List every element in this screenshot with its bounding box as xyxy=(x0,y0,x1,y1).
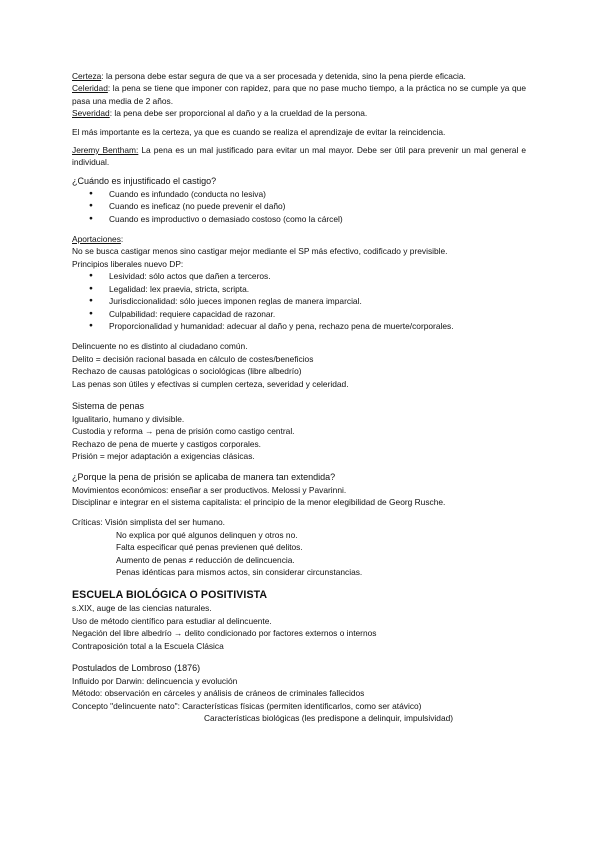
lombroso-line: Método: observación en cárceles y análisis de cráneos de criminales fallecidos xyxy=(72,688,365,699)
definition-text: : la pena debe ser proporcional al daño y a la crueldad de la persona. xyxy=(109,108,368,119)
sistema-line: Igualitario, humano y divisible. xyxy=(72,413,185,424)
prision-question: ¿Porque la pena de prisión se aplicaba de manera tan extendida? xyxy=(72,471,336,482)
principios-list xyxy=(72,270,526,332)
definition-text: : la pena se tiene que imponer con rapidez, para que no pase mucho tiempo, a la práctica no se cumple ya que pasa una media de 2 años. xyxy=(72,83,526,106)
critica-item: Aumento de penas ≠ reducción de delincuencia. xyxy=(116,554,295,565)
bentham-text: La pena es un mal justificado para evitar un mal mayor. Debe ser útil para prevenir un mal general e individual. xyxy=(72,145,526,168)
sistema-line: Prisión = mejor adaptación a exigencias clásicas. xyxy=(72,451,255,462)
certeza-note: El más importante es la certeza, ya que es cuando se realiza el aprendizaje de evitar la reincidencia. xyxy=(72,126,446,137)
critica-item: Falta especificar qué penas previenen qué delitos. xyxy=(116,542,303,553)
prision-line: Movimientos económicos: enseñar a ser productivos. Melossi y Pavarinni. xyxy=(72,484,347,495)
list-item: ● Culpabilidad: requiere capacidad de razonar. xyxy=(72,308,526,320)
list-item: ● Cuando es infundado (conducta no lesiva) xyxy=(72,188,526,200)
sistema-title: Sistema de penas xyxy=(72,400,145,411)
delincuente-line: Delito = decisión racional basada en cálculo de costes/beneficios xyxy=(72,353,314,364)
lombroso-title: Postulados de Lombroso (1876) xyxy=(72,663,201,674)
definition-celeridad xyxy=(72,82,526,107)
lombroso-line: Influido por Darwin: delincuencia y evolución xyxy=(72,676,238,687)
criticas-first: Críticas: Visión simplista del ser humano. xyxy=(72,517,225,528)
definition-text: : la persona debe estar segura de que va a ser procesada y detenida, sino la pena pierde eficacia. xyxy=(101,71,466,81)
list-item: ● Jurisdiccionalidad: sólo jueces imponen reglas de manera imparcial. xyxy=(72,295,526,307)
aportaciones-colon: : xyxy=(120,234,124,245)
sistema-line: Custodia y reforma → pena de prisión como castigo central. xyxy=(72,426,295,437)
delincuente-line: Delincuente no es distinto al ciudadano común. xyxy=(72,341,248,352)
aportaciones-line: Principios liberales nuevo DP: xyxy=(72,258,184,269)
lombroso-continuation: Características biológicas (les predispone a delinquir, impulsividad) xyxy=(204,713,454,724)
escuela-line: Contraposición total a la Escuela Clásica xyxy=(72,640,224,651)
aportaciones-line: No se busca castigar menos sino castigar mejor mediante el SP más efectivo, codificado y previsible. xyxy=(72,246,448,257)
unjustified-question: ¿Cuándo es injustificado el castigo? xyxy=(72,175,217,186)
delincuente-line: Las penas son útiles y efectivas si cumplen certeza, severidad y celeridad. xyxy=(72,378,349,389)
definition-severidad xyxy=(72,107,526,119)
definition-term: Certeza xyxy=(72,71,102,81)
list-item: ● Lesividad: sólo actos que dañen a terceros. xyxy=(72,270,526,282)
unjustified-list xyxy=(72,188,526,225)
critica-item: Penas idénticas para mismos actos, sin considerar circunstancias. xyxy=(116,567,363,577)
delincuente-line: Rechazo de causas patológicas o sociológicas (libre albedrío) xyxy=(72,366,302,377)
aportaciones-title: Aportaciones xyxy=(72,234,121,245)
bentham-name: Jeremy Bentham: xyxy=(72,145,139,156)
list-item: ● Legalidad: lex praevia, stricta, scripta. xyxy=(72,283,526,295)
escuela-title: ESCUELA BIOLÓGICA O POSITIVISTA xyxy=(72,589,268,602)
escuela-line: Uso de método científico para estudiar al delincuente. xyxy=(72,615,272,626)
document-page xyxy=(72,70,526,725)
sistema-line: Rechazo de pena de muerte y castigos corporales. xyxy=(72,438,262,449)
definition-certeza xyxy=(72,70,526,82)
list-item: ● Proporcionalidad y humanidad: adecuar al daño y pena, rechazo pena de muerte/corporales. xyxy=(72,320,526,332)
lombroso-line: Concepto "delincuente nato": Características físicas (permiten identificarlos, como ser atávico) xyxy=(72,700,422,711)
aportaciones-heading xyxy=(72,233,526,245)
critica-item: No explica por qué algunos delinquen y otros no. xyxy=(116,529,298,540)
definition-term: Severidad xyxy=(72,108,110,119)
bentham-paragraph xyxy=(72,144,526,169)
list-item: ● Cuando es ineficaz (no puede prevenir el daño) xyxy=(72,200,526,212)
list-item: ● Cuando es improductivo o demasiado costoso (como la cárcel) xyxy=(72,213,526,225)
escuela-line: Negación del libre albedrío → delito condicionado por factores externos o internos xyxy=(72,628,377,639)
definition-term: Celeridad xyxy=(72,83,108,94)
prision-line: Disciplinar e integrar en el sistema capitalista: el principio de la menor elegibilidad de Georg Rusche. xyxy=(72,496,446,507)
escuela-line: s.XIX, auge de las ciencias naturales. xyxy=(72,603,212,614)
